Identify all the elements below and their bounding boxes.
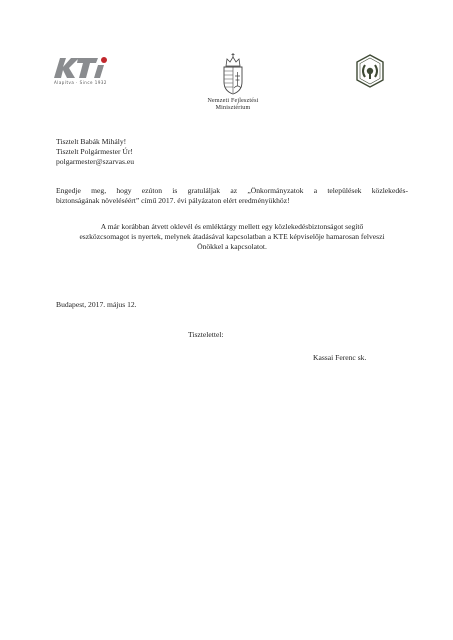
kti-logo: [52, 56, 116, 90]
signature-name: Kassai Ferenc sk.: [313, 353, 367, 362]
paragraph2-line2: eszközcsomagot is nyertek, melynek átadásával kapcsolatban a KTE képviselője hamarosan felveszi: [79, 232, 385, 241]
ministry-name-line1: Nemzeti Fejlesztési: [207, 98, 259, 104]
letter-date: Budapest, 2017. május 12.: [56, 300, 137, 309]
congratulation-paragraph: [56, 186, 408, 206]
hungarian-coat-of-arms-icon: [220, 52, 246, 96]
kti-logo-mark: [52, 56, 116, 80]
prize-paragraph: [56, 222, 408, 252]
kti-logo-subtitle: Alapítva · Since 1932: [54, 80, 107, 85]
salutation-name: Tisztelt Babák Mihály!: [56, 137, 127, 146]
traffic-safety-emblem-icon: [356, 54, 384, 88]
ministry-name: [196, 98, 270, 112]
paragraph2-line3: Önökkel a kapcsolatot.: [197, 242, 267, 251]
ministry-name-line2: Minisztérium: [215, 105, 251, 111]
closing-phrase: Tisztelettel:: [188, 330, 224, 339]
salutation-title: Tisztelt Polgármester Úr!: [56, 147, 133, 156]
paragraph2-line1: A már korábban átvett oklevél és emléktárgy mellett egy közlekedésbiztonságot segítő: [100, 222, 364, 231]
paragraph1-line1: Engedje meg, hogy ezúton is gratuláljak az „Önkormányzatok a települések közlekedés-: [56, 186, 408, 195]
paragraph1-line2: biztonságának növeléséért” című 2017. évi pályázaton elért eredményükhöz!: [56, 196, 290, 205]
ministry-header: [196, 52, 270, 112]
salutation-block: [56, 137, 134, 167]
salutation-email: polgarmester@szarvas.eu: [56, 157, 135, 166]
